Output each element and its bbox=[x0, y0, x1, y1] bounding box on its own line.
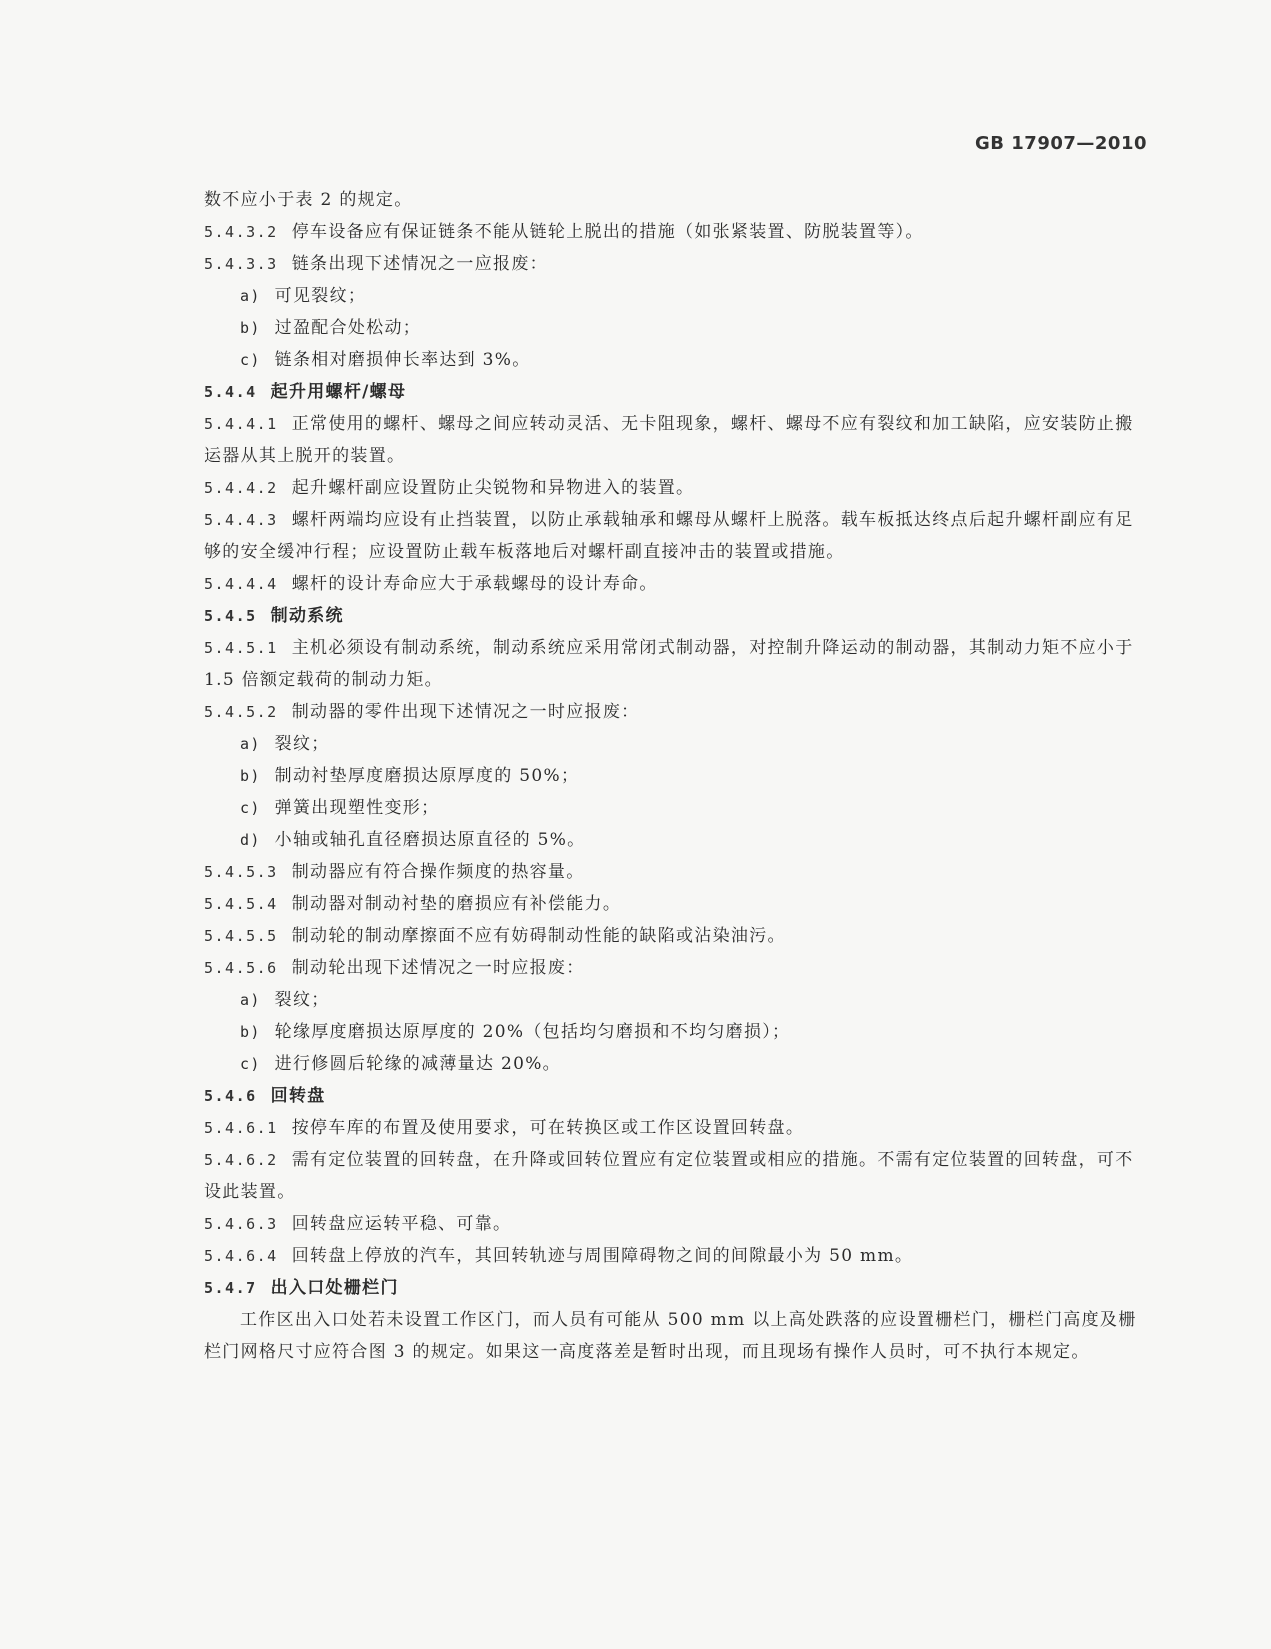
section-title: 起升用螺杆/螺母 bbox=[270, 382, 407, 402]
list-item: a) 可见裂纹； bbox=[240, 286, 367, 306]
list-item: a) 裂纹； bbox=[240, 734, 330, 754]
list-item: b) 制动衬垫厚度磨损达原厚度的 50%； bbox=[240, 766, 580, 786]
clause-number: 5.4.6.4 bbox=[204, 1247, 278, 1265]
clause-number: 5.4.4.2 bbox=[204, 479, 278, 497]
clause-number: 5.4.5.5 bbox=[204, 927, 278, 945]
clause-text: 制动器的零件出现下述情况之一时应报废： bbox=[291, 702, 640, 722]
clause-text: 制动轮出现下述情况之一时应报废： bbox=[291, 958, 585, 978]
section-number: 5.4.7 bbox=[204, 1279, 257, 1297]
clause-number: 5.4.5.1 bbox=[204, 639, 278, 657]
section-title: 出入口处栅栏门 bbox=[270, 1278, 399, 1298]
clause-5-4-6-1 bbox=[204, 1112, 1149, 1144]
list-item: d) 小轴或轴孔直径磨损达原直径的 5%。 bbox=[240, 830, 586, 850]
section-heading-5-4-4 bbox=[204, 376, 1149, 408]
document-body bbox=[204, 184, 1149, 1368]
section-number: 5.4.4 bbox=[204, 383, 257, 401]
clause-5-4-4-3 bbox=[204, 504, 1149, 568]
clause-5-4-5-4 bbox=[204, 888, 1149, 920]
clause-number: 5.4.5.2 bbox=[204, 703, 278, 721]
clause-text: 螺杆的设计寿命应大于承载螺母的设计寿命。 bbox=[291, 574, 658, 594]
section-title: 回转盘 bbox=[270, 1086, 326, 1106]
clause-text: 停车设备应有保证链条不能从链轮上脱出的措施（如张紧装置、防脱装置等）。 bbox=[291, 222, 924, 242]
clause-text: 制动器对制动衬垫的磨损应有补偿能力。 bbox=[291, 894, 622, 914]
continuation-paragraph: 数不应小于表 2 的规定。 bbox=[204, 190, 413, 210]
clause-number: 5.4.5.6 bbox=[204, 959, 278, 977]
list-item: b) 轮缘厚度磨损达原厚度的 20%（包括均匀磨损和不均匀磨损）； bbox=[240, 1022, 791, 1042]
clause-number: 5.4.4.4 bbox=[204, 575, 278, 593]
section-heading-5-4-6 bbox=[204, 1080, 1149, 1112]
clause-text: 需有定位装置的回转盘，在升降或回转位置应有定位装置或相应的措施。不需有定位装置的回转盘，可不设此装置。 bbox=[204, 1150, 1134, 1202]
clause-number: 5.4.6.1 bbox=[204, 1119, 278, 1137]
list-item: c) 弹簧出现塑性变形； bbox=[240, 798, 440, 818]
list-item: a) 裂纹； bbox=[240, 990, 330, 1010]
section-number: 5.4.5 bbox=[204, 607, 257, 625]
clause-number: 5.4.6.2 bbox=[204, 1151, 278, 1169]
clause-text: 起升螺杆副应设置防止尖锐物和异物进入的装置。 bbox=[291, 478, 695, 498]
clause-number: 5.4.5.4 bbox=[204, 895, 278, 913]
clause-5-4-3-3 bbox=[204, 248, 1149, 280]
clause-number: 5.4.4.1 bbox=[204, 415, 278, 433]
clause-text: 回转盘上停放的汽车，其回转轨迹与周围障碍物之间的间隙最小为 50 mm。 bbox=[291, 1246, 914, 1266]
clause-number: 5.4.6.3 bbox=[204, 1215, 278, 1233]
clause-5-4-6-2 bbox=[204, 1144, 1149, 1208]
clause-text: 链条出现下述情况之一应报废： bbox=[291, 254, 548, 274]
clause-text: 制动轮的制动摩擦面不应有妨碍制动性能的缺陷或沾染油污。 bbox=[291, 926, 786, 946]
clause-5-4-4-4 bbox=[204, 568, 1149, 600]
clause-text: 螺杆两端均应设有止挡装置，以防止承载轴承和螺母从螺杆上脱落。载车板抵达终点后起升螺杆副应有足够的安全缓冲行程；应设置防止载车板落地后对螺杆副直接冲击的装置或措施。 bbox=[204, 510, 1134, 562]
list-item: b) 过盈配合处松动； bbox=[240, 318, 422, 338]
clause-5-4-6-3 bbox=[204, 1208, 1149, 1240]
clause-number: 5.4.4.3 bbox=[204, 511, 278, 529]
clause-5-4-4-2 bbox=[204, 472, 1149, 504]
section-5-4-7-body: 工作区出入口处若未设置工作区门，而人员有可能从 500 mm 以上高处跌落的应设置栅栏门，栅栏门高度及栅栏门网格尺寸应符合图 3 的规定。如果这一高度落差是暂时出现，而且现场有操作人员时，可不执行本规定。 bbox=[204, 1310, 1137, 1362]
clause-5-4-5-1 bbox=[204, 632, 1149, 696]
clause-text: 正常使用的螺杆、螺母之间应转动灵活、无卡阻现象，螺杆、螺母不应有裂纹和加工缺陷，应安装防止搬运器从其上脱开的装置。 bbox=[204, 414, 1134, 466]
clause-number: 5.4.3.2 bbox=[204, 223, 278, 241]
list-item: c) 进行修圆后轮缘的减薄量达 20%。 bbox=[240, 1054, 561, 1074]
section-number: 5.4.6 bbox=[204, 1087, 257, 1105]
clause-5-4-5-3 bbox=[204, 856, 1149, 888]
clause-text: 制动器应有符合操作频度的热容量。 bbox=[291, 862, 585, 882]
clause-5-4-5-2 bbox=[204, 696, 1149, 728]
clause-5-4-5-5 bbox=[204, 920, 1149, 952]
clause-5-4-6-4 bbox=[204, 1240, 1149, 1272]
section-heading-5-4-7 bbox=[204, 1272, 1149, 1304]
clause-number: 5.4.3.3 bbox=[204, 255, 278, 273]
list-item: c) 链条相对磨损伸长率达到 3%。 bbox=[240, 350, 531, 370]
doc-number-header: GB 17907—2010 bbox=[975, 133, 1147, 154]
clause-text: 回转盘应运转平稳、可靠。 bbox=[291, 1214, 512, 1234]
section-heading-5-4-5 bbox=[204, 600, 1149, 632]
clause-text: 按停车库的布置及使用要求，可在转换区或工作区设置回转盘。 bbox=[291, 1118, 805, 1138]
clause-5-4-3-2 bbox=[204, 216, 1149, 248]
section-title: 制动系统 bbox=[270, 606, 344, 626]
clause-number: 5.4.5.3 bbox=[204, 863, 278, 881]
clause-5-4-5-6 bbox=[204, 952, 1149, 984]
clause-text: 主机必须设有制动系统，制动系统应采用常闭式制动器，对控制升降运动的制动器，其制动力矩不应小于 1.5 倍额定载荷的制动力矩。 bbox=[204, 638, 1134, 690]
clause-5-4-4-1 bbox=[204, 408, 1149, 472]
